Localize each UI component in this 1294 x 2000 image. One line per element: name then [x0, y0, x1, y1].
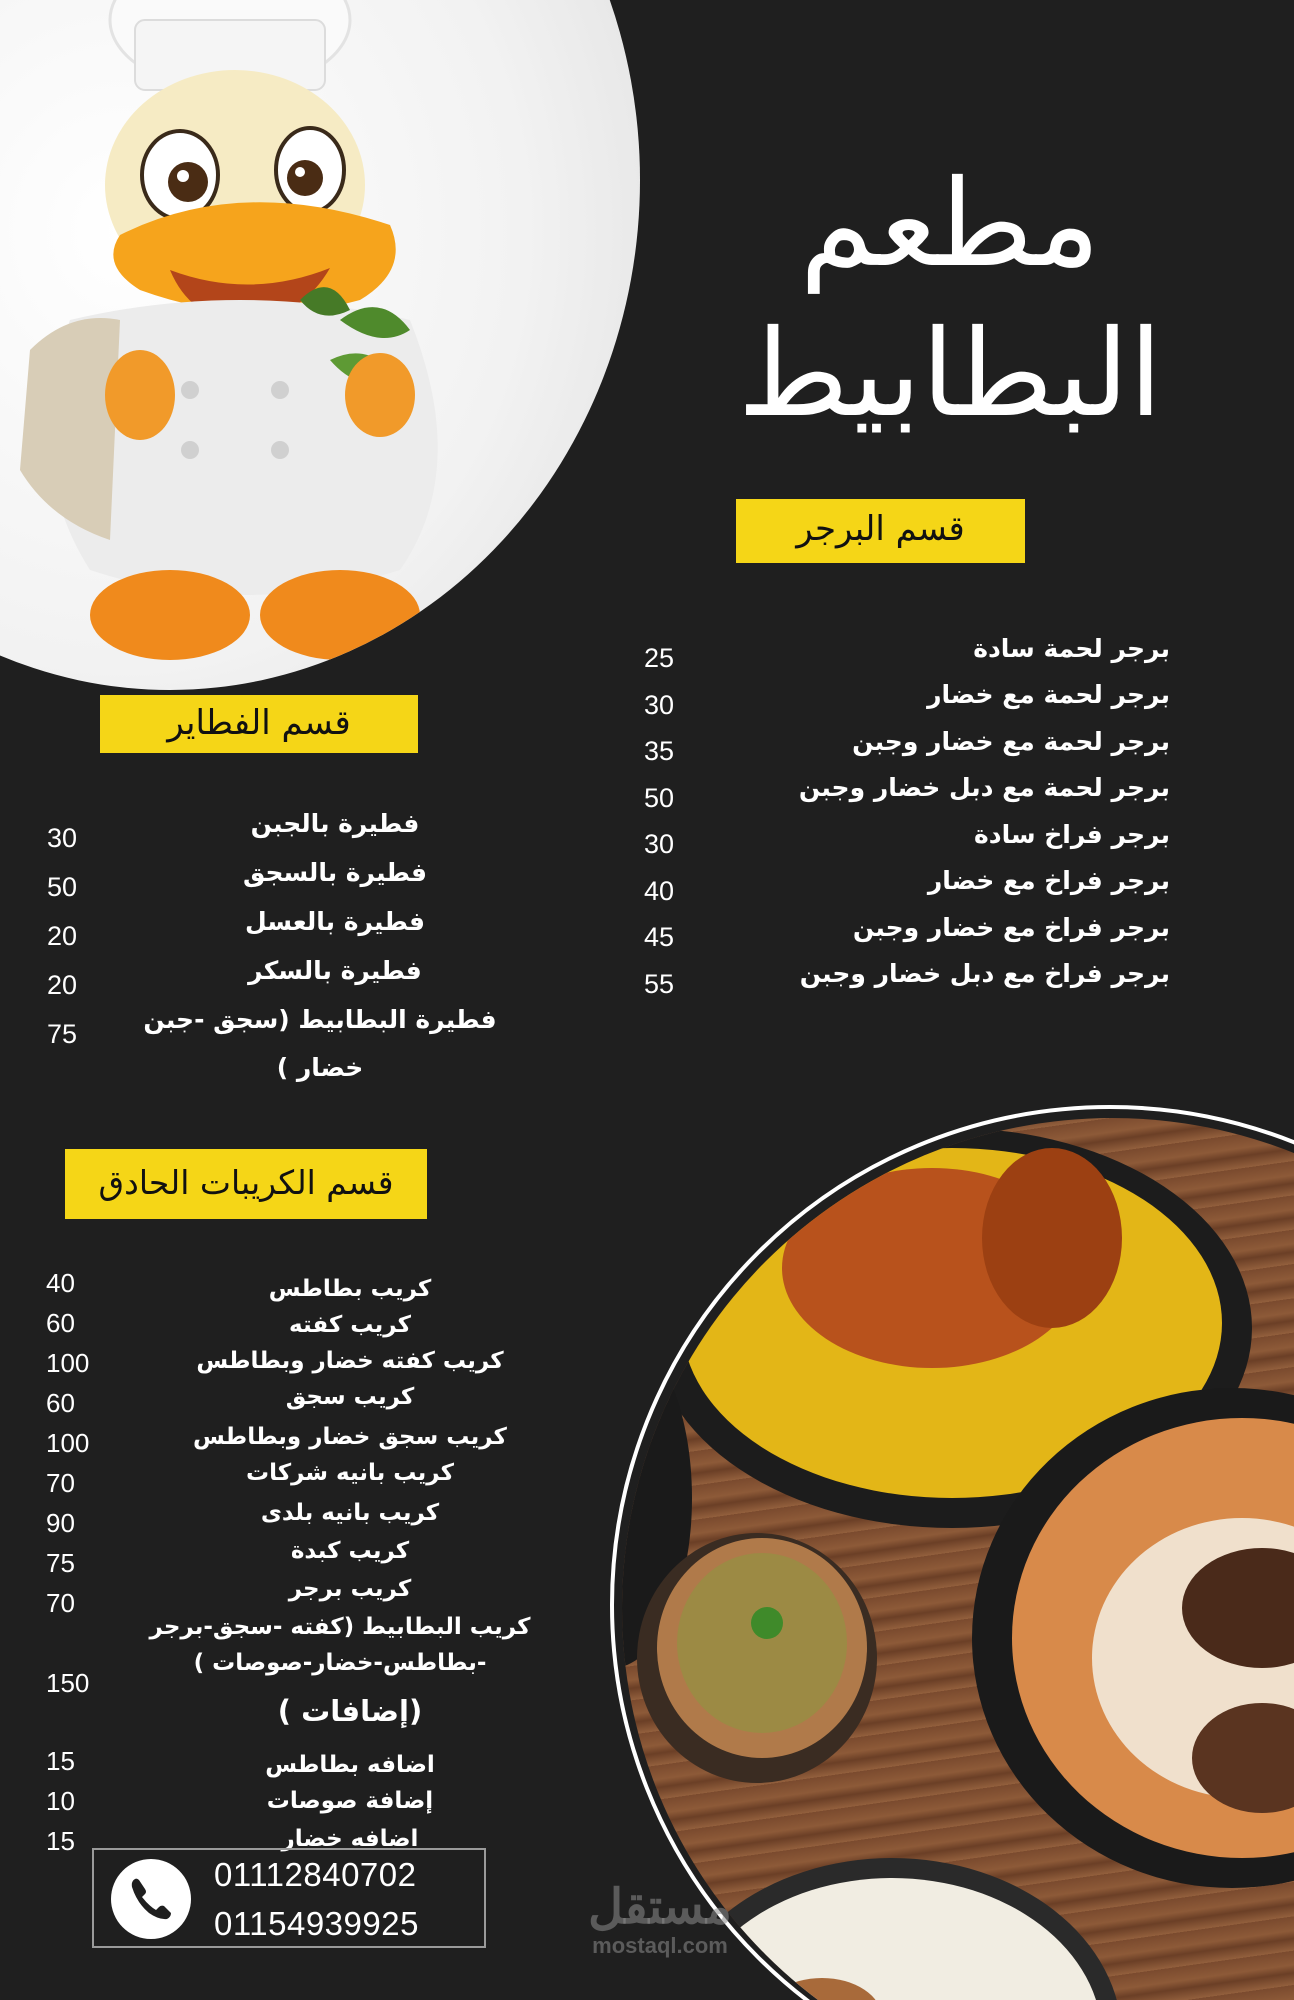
item-price: 35 [644, 736, 675, 766]
menu-item [640, 951, 1170, 998]
watermark [565, 1882, 755, 1958]
item-name: اضافه خضار [281, 1826, 419, 1852]
watermark-latin: mostaql.com [592, 1933, 728, 1958]
menu-item [640, 765, 1170, 812]
item-price: 30 [644, 689, 675, 720]
section-header-burger: قسم البرجر [736, 499, 1025, 563]
item-name: برجر لحمة سادة [973, 633, 1170, 663]
item-price: 100 [46, 1348, 90, 1378]
item-name: فطيرة بالسكر [248, 956, 422, 985]
menu-item [640, 858, 1170, 905]
phone-icon [111, 1859, 191, 1939]
menu-item [640, 625, 1170, 672]
phone-number-1[interactable]: 01112840702 [214, 1856, 417, 1893]
item-price: 70 [46, 1588, 75, 1618]
pies-menu-list [40, 805, 560, 1099]
item-price: 75 [46, 1548, 75, 1578]
extra-item [40, 1728, 580, 1778]
title-line-1: مطعم [799, 155, 1101, 294]
item-price: 40 [644, 875, 675, 906]
item-price: 45 [644, 922, 675, 952]
extra-item [40, 1768, 580, 1816]
item-name: فطيرة بالعسل [245, 907, 425, 936]
item-name: اضافه بطاطس [265, 1752, 435, 1778]
item-price: 15 [46, 1826, 75, 1856]
restaurant-title [690, 150, 1210, 450]
item-price: 60 [46, 1308, 75, 1338]
item-price: 40 [46, 1268, 75, 1298]
item-name: برجر فراخ مع خضار [927, 866, 1170, 896]
item-price: 20 [47, 970, 78, 1000]
menu-item [40, 1268, 580, 1308]
section-header-crepes: قسم الكريبات الحادق [65, 1149, 427, 1219]
title-line-2: البطابيط [737, 305, 1163, 444]
item-name: كريب بطاطس [268, 1276, 432, 1302]
item-name: كريب كبدة [290, 1538, 410, 1564]
item-name: برجر فراخ مع خضار وجبن [852, 912, 1170, 942]
contact-box [92, 1848, 486, 1948]
item-name: برجر لحمة مع خضار [927, 680, 1170, 710]
menu-item [40, 805, 560, 854]
item-name: كريب كفته خضار وبطاطس [196, 1348, 504, 1374]
item-price: 70 [46, 1468, 75, 1498]
menu-item [40, 952, 560, 1001]
item-price: 30 [47, 823, 78, 853]
item-price: 100 [46, 1428, 90, 1458]
item-name: برجر لحمة مع خضار وجبن [852, 726, 1170, 756]
watermark-arabic: مستقل [588, 1881, 732, 1934]
item-name: برجر لحمة مع دبل خضار وجبن [798, 773, 1170, 803]
menu-item [40, 854, 560, 903]
item-name: برجر فراخ سادة [974, 819, 1170, 849]
menu-item [40, 1614, 580, 1698]
food-plates-illustration [622, 1118, 1294, 2000]
item-name: فطيرة بالسجق [242, 858, 428, 887]
item-price: 90 [46, 1508, 75, 1538]
item-price: 55 [644, 968, 675, 999]
item-name: كريب سجق [285, 1384, 415, 1410]
extra-item [40, 1808, 580, 1856]
duck-chef-image [0, 0, 640, 690]
menu-item [40, 903, 560, 952]
extras-label-row [40, 1668, 580, 1728]
item-name: إضافة صوصات [266, 1788, 434, 1814]
item-name: فطيرة البطابيط (سجق -جبن [143, 1005, 497, 1034]
item-price: 15 [46, 1746, 75, 1776]
item-price: 50 [644, 782, 675, 813]
item-name: كريب سجق خضار وبطاطس [193, 1424, 507, 1450]
section-header-pies: قسم الفطاير [100, 695, 418, 753]
item-price: 60 [46, 1388, 75, 1418]
item-price: 20 [47, 921, 78, 951]
menu-item [40, 1348, 580, 1388]
phone-number-2[interactable]: 01154939925 [214, 1905, 419, 1942]
item-price: 150 [46, 1668, 90, 1698]
item-price: 10 [46, 1786, 75, 1816]
crepes-menu-list [40, 1268, 580, 1856]
item-name-line-2: خضار ) [276, 1053, 364, 1082]
item-name: كريب بانيه شركات [246, 1460, 454, 1486]
item-name: كريب بانيه بلدى [260, 1500, 440, 1526]
item-price: 25 [644, 643, 675, 673]
item-name: كريب البطابيط (كفته -سجق-برجر [149, 1614, 531, 1640]
item-name: برجر فراخ مع دبل خضار وجبن [799, 959, 1170, 989]
item-price: 50 [47, 872, 78, 902]
menu-item [40, 1384, 580, 1428]
item-name: فطيرة بالجبن [250, 809, 420, 838]
menu-item [40, 1001, 560, 1099]
menu-item [640, 811, 1170, 858]
item-price: 75 [47, 1019, 78, 1049]
burger-menu-list [640, 625, 1170, 997]
food-photo [622, 1118, 1294, 2000]
menu-item [640, 672, 1170, 719]
menu-item [640, 718, 1170, 765]
duck-chef-illustration [0, 0, 520, 690]
item-name: كريب كفته [289, 1312, 411, 1338]
menu-item [40, 1308, 580, 1348]
item-name-line-2: -بطاطس-خضار-صوصات ) [193, 1650, 487, 1676]
menu-item [640, 904, 1170, 951]
item-name: كريب برجر [288, 1576, 412, 1602]
extras-label: (إضافات ) [277, 1694, 423, 1728]
item-price: 30 [644, 829, 675, 859]
